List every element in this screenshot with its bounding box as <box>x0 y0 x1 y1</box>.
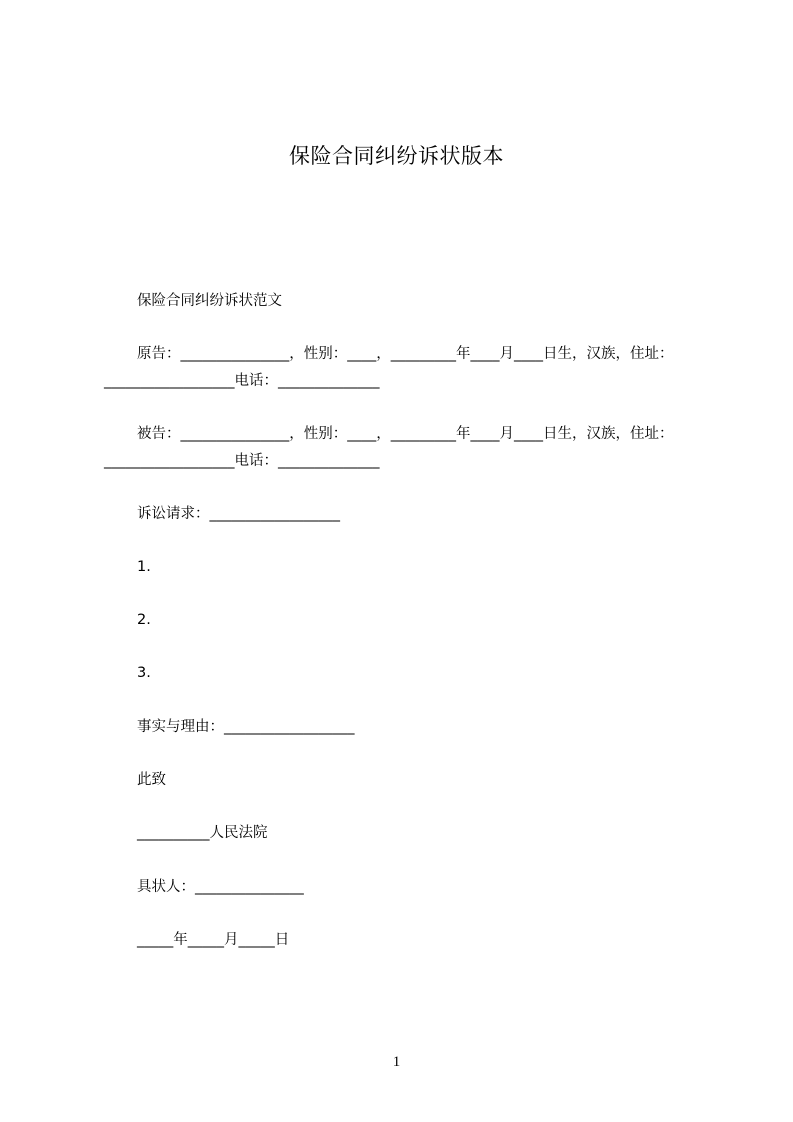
claims-label: 诉讼请求：__________________ <box>137 506 340 522</box>
claim-item-2: 2. <box>137 612 151 628</box>
court-line: __________人民法院 <box>137 825 268 841</box>
facts-label: 事实与理由：__________________ <box>137 719 355 735</box>
page-number: 1 <box>392 1054 401 1070</box>
document-title: 保险合同纠纷诉状版本 <box>289 144 504 168</box>
defendant-line-2: __________________电话：______________ <box>104 453 380 469</box>
claim-item-3: 3. <box>137 665 151 681</box>
claim-item-1: 1. <box>137 559 151 575</box>
document-subtitle: 保险合同纠纷诉状范文 <box>137 293 282 309</box>
plaintiff-line-1: 原告：_______________，性别：____，_________年____月____日生，汉族，住址： <box>137 346 674 362</box>
petitioner-line: 具状人：_______________ <box>137 879 304 895</box>
plaintiff-line-2: __________________电话：______________ <box>104 373 380 389</box>
defendant-line-1: 被告：_______________，性别：____，_________年____月____日生，汉族，住址： <box>137 426 674 442</box>
salutation: 此致 <box>137 772 166 788</box>
date-line: _____年_____月_____日 <box>137 932 290 948</box>
